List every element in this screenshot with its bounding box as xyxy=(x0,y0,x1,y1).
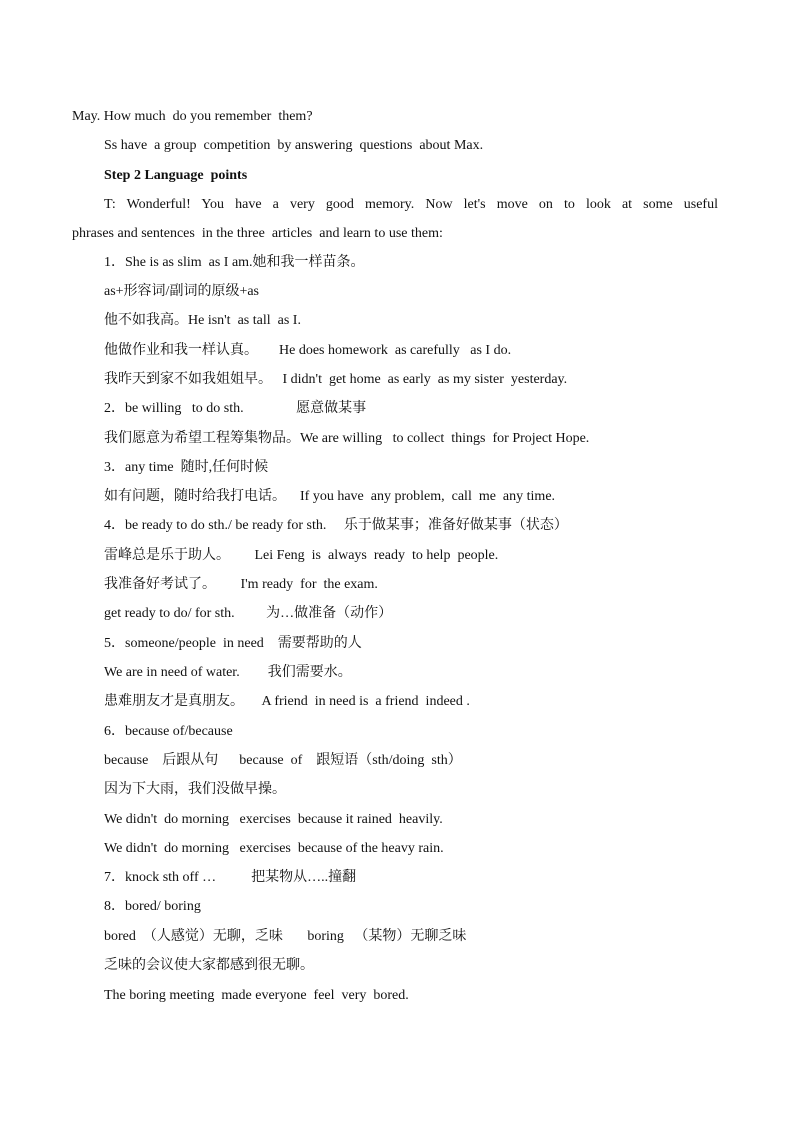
text-line: We didn't do morning exercises because it rained heavily. xyxy=(104,812,443,827)
text-line: Ss have a group competition by answering questions about Max. xyxy=(104,138,484,153)
point-item: 1．She is as slim as I am.她和我一样苗条。 xyxy=(104,255,365,270)
text-line: phrases and sentences in the three articles and learn to use them: xyxy=(72,226,443,241)
text-line: because 后跟从句 because of 跟短语（sth/doing sth） xyxy=(104,753,462,768)
text-line: 我昨天到家不如我姐姐早。 I didn't get home as early as my sister yesterday. xyxy=(104,372,568,387)
text-line: We are in need of water. 我们需要水。 xyxy=(104,665,352,680)
text-line: bored （人感觉）无聊，乏味 boring （某物）无聊乏味 xyxy=(104,929,467,944)
text-line: 乏味的会议使大家都感到很无聊。 xyxy=(104,958,314,973)
point-item: 8．bored/ boring xyxy=(104,899,201,914)
section-heading: Step 2 Language points xyxy=(104,168,248,183)
point-item: 5．someone/people in need 需要帮助的人 xyxy=(104,636,362,651)
text-line: 我准备好考试了。 I'm ready for the exam. xyxy=(104,577,378,592)
text-line: 他不如我高。He isn't as tall as I. xyxy=(104,313,301,328)
text-line: May. How much do you remember them? xyxy=(72,109,313,124)
text-line: get ready to do/ for sth. 为…做准备（动作） xyxy=(104,606,393,621)
text-line: 他做作业和我一样认真。 He does homework as carefully as I do. xyxy=(104,343,512,358)
text-line: 因为下大雨，我们没做早操。 xyxy=(104,782,286,797)
point-item: 3．any time 随时,任何时候 xyxy=(104,460,269,475)
text-line: T: Wonderful! You have a very good memory. Now let's move on to look at some useful xyxy=(104,197,718,212)
point-item: 6．because of/because xyxy=(104,724,233,739)
text-line: as+形容词/副词的原级+as xyxy=(104,284,260,299)
point-item: 7．knock sth off … 把某物从…..撞翻 xyxy=(104,870,357,885)
text-line: 如有问题，随时给我打电话。 If you have any problem, call me any time. xyxy=(104,489,556,504)
text-line: 雷峰总是乐于助人。 Lei Feng is always ready to help people. xyxy=(104,548,499,563)
text-line: 患难朋友才是真朋友。 A friend in need is a friend indeed . xyxy=(104,694,470,709)
text-line: The boring meeting made everyone feel very bored. xyxy=(104,988,409,1003)
point-item: 2．be willing to do sth. 愿意做某事 xyxy=(104,401,367,416)
text-line: 我们愿意为希望工程筹集物品。We are willing to collect things for Project Hope. xyxy=(104,431,590,446)
point-item: 4．be ready to do sth./ be ready for sth. 乐于做某事；准备好做某事（状态） xyxy=(104,518,568,533)
text-line: We didn't do morning exercises because of the heavy rain. xyxy=(104,841,444,856)
